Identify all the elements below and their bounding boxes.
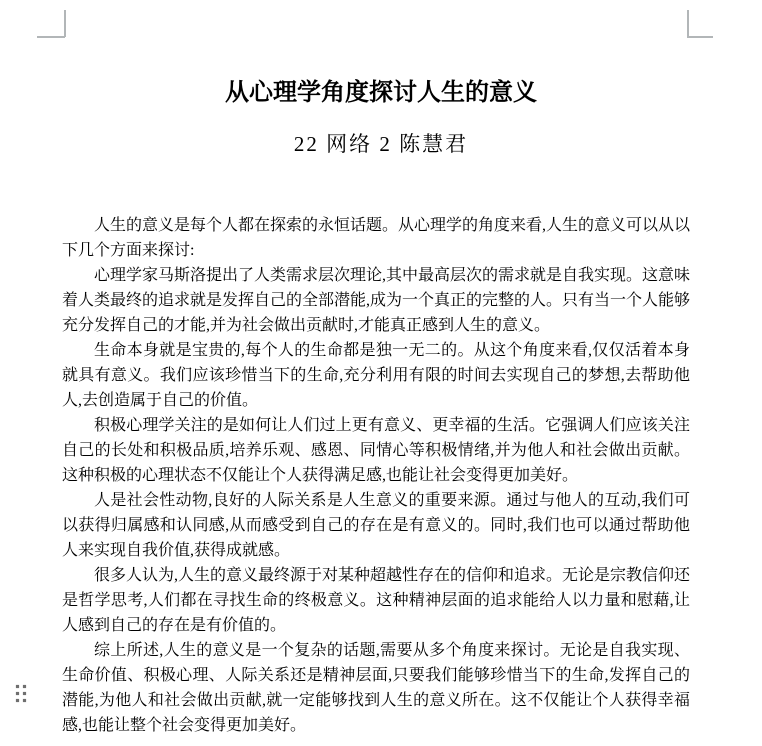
document-body (62, 213, 690, 738)
body-paragraph: 人是社会性动物,良好的人际关系是人生意义的重要来源。通过与他人的互动,我们可以获得归属感和认同感,从而感受到自己的存在是有意义的。同时,我们也可以通过帮助他人来实现自我价值,获得成就感。 (62, 492, 690, 559)
body-paragraph: 积极心理学关注的是如何让人们过上更有意义、更幸福的生活。它强调人们应该关注自己的长处和积极品质,培养乐观、感恩、同情心等积极情绪,并为他人和社会做出贡献。这种积极的心理状态不仅能让个人获得满足感,也能让社会变得更加美好。 (62, 417, 690, 484)
body-paragraph: 心理学家马斯洛提出了人类需求层次理论,其中最高层次的需求就是自我实现。这意味着人类最终的追求就是发挥自己的全部潜能,成为一个真正的完整的人。只有当一个人能够充分发挥自己的才能,并为社会做出贡献时,才能真正感到人生的意义。 (62, 267, 691, 334)
document-byline: 22 网络 2 陈慧君 (293, 132, 469, 156)
dot (23, 685, 26, 688)
crop-mark-top-left-icon (64, 10, 66, 37)
document-title: 从心理学角度探讨人生的意义 (225, 79, 537, 107)
crop-mark-top-right-icon (687, 36, 713, 38)
crop-mark-top-right-icon (687, 10, 689, 37)
body-paragraph: 生命本身就是宝贵的,每个人的生命都是独一无二的。从这个角度来看,仅仅活着本身就具有意义。我们应该珍惜当下的生命,充分利用有限的时间去实现自己的梦想,去帮助他人,去创造属于自己的价值。 (62, 342, 690, 409)
body-paragraph: 人生的意义是每个人都在探索的永恒话题。从心理学的角度来看,人生的意义可以从以下几个方面来探讨: (62, 217, 691, 259)
crop-mark-top-left-icon (37, 36, 65, 38)
dot (23, 692, 26, 695)
body-paragraph: 很多人认为,人生的意义最终源于对某种超越性存在的信仰和追求。无论是宗教信仰还是哲学思考,人们都在寻找生命的终极意义。这种精神层面的追求能给人以力量和慰藉,让人感到自己的存在是有价值的。 (62, 567, 691, 634)
body-paragraph: 综上所述,人生的意义是一个复杂的话题,需要从多个角度来探讨。无论是自我实现、生命价值、积极心理、人际关系还是精神层面,只要我们能够珍惜当下的生命,发挥自己的潜能,为他人和社会做出贡献,就一定能够找到人生的意义所在。这不仅能让个人获得幸福感,也能让整个社会变得更加美好。 (62, 642, 690, 734)
dot (16, 699, 19, 702)
dot (16, 692, 19, 695)
drag-handle-dots-icon[interactable] (16, 685, 26, 702)
dot (23, 699, 26, 702)
dot (16, 685, 19, 688)
